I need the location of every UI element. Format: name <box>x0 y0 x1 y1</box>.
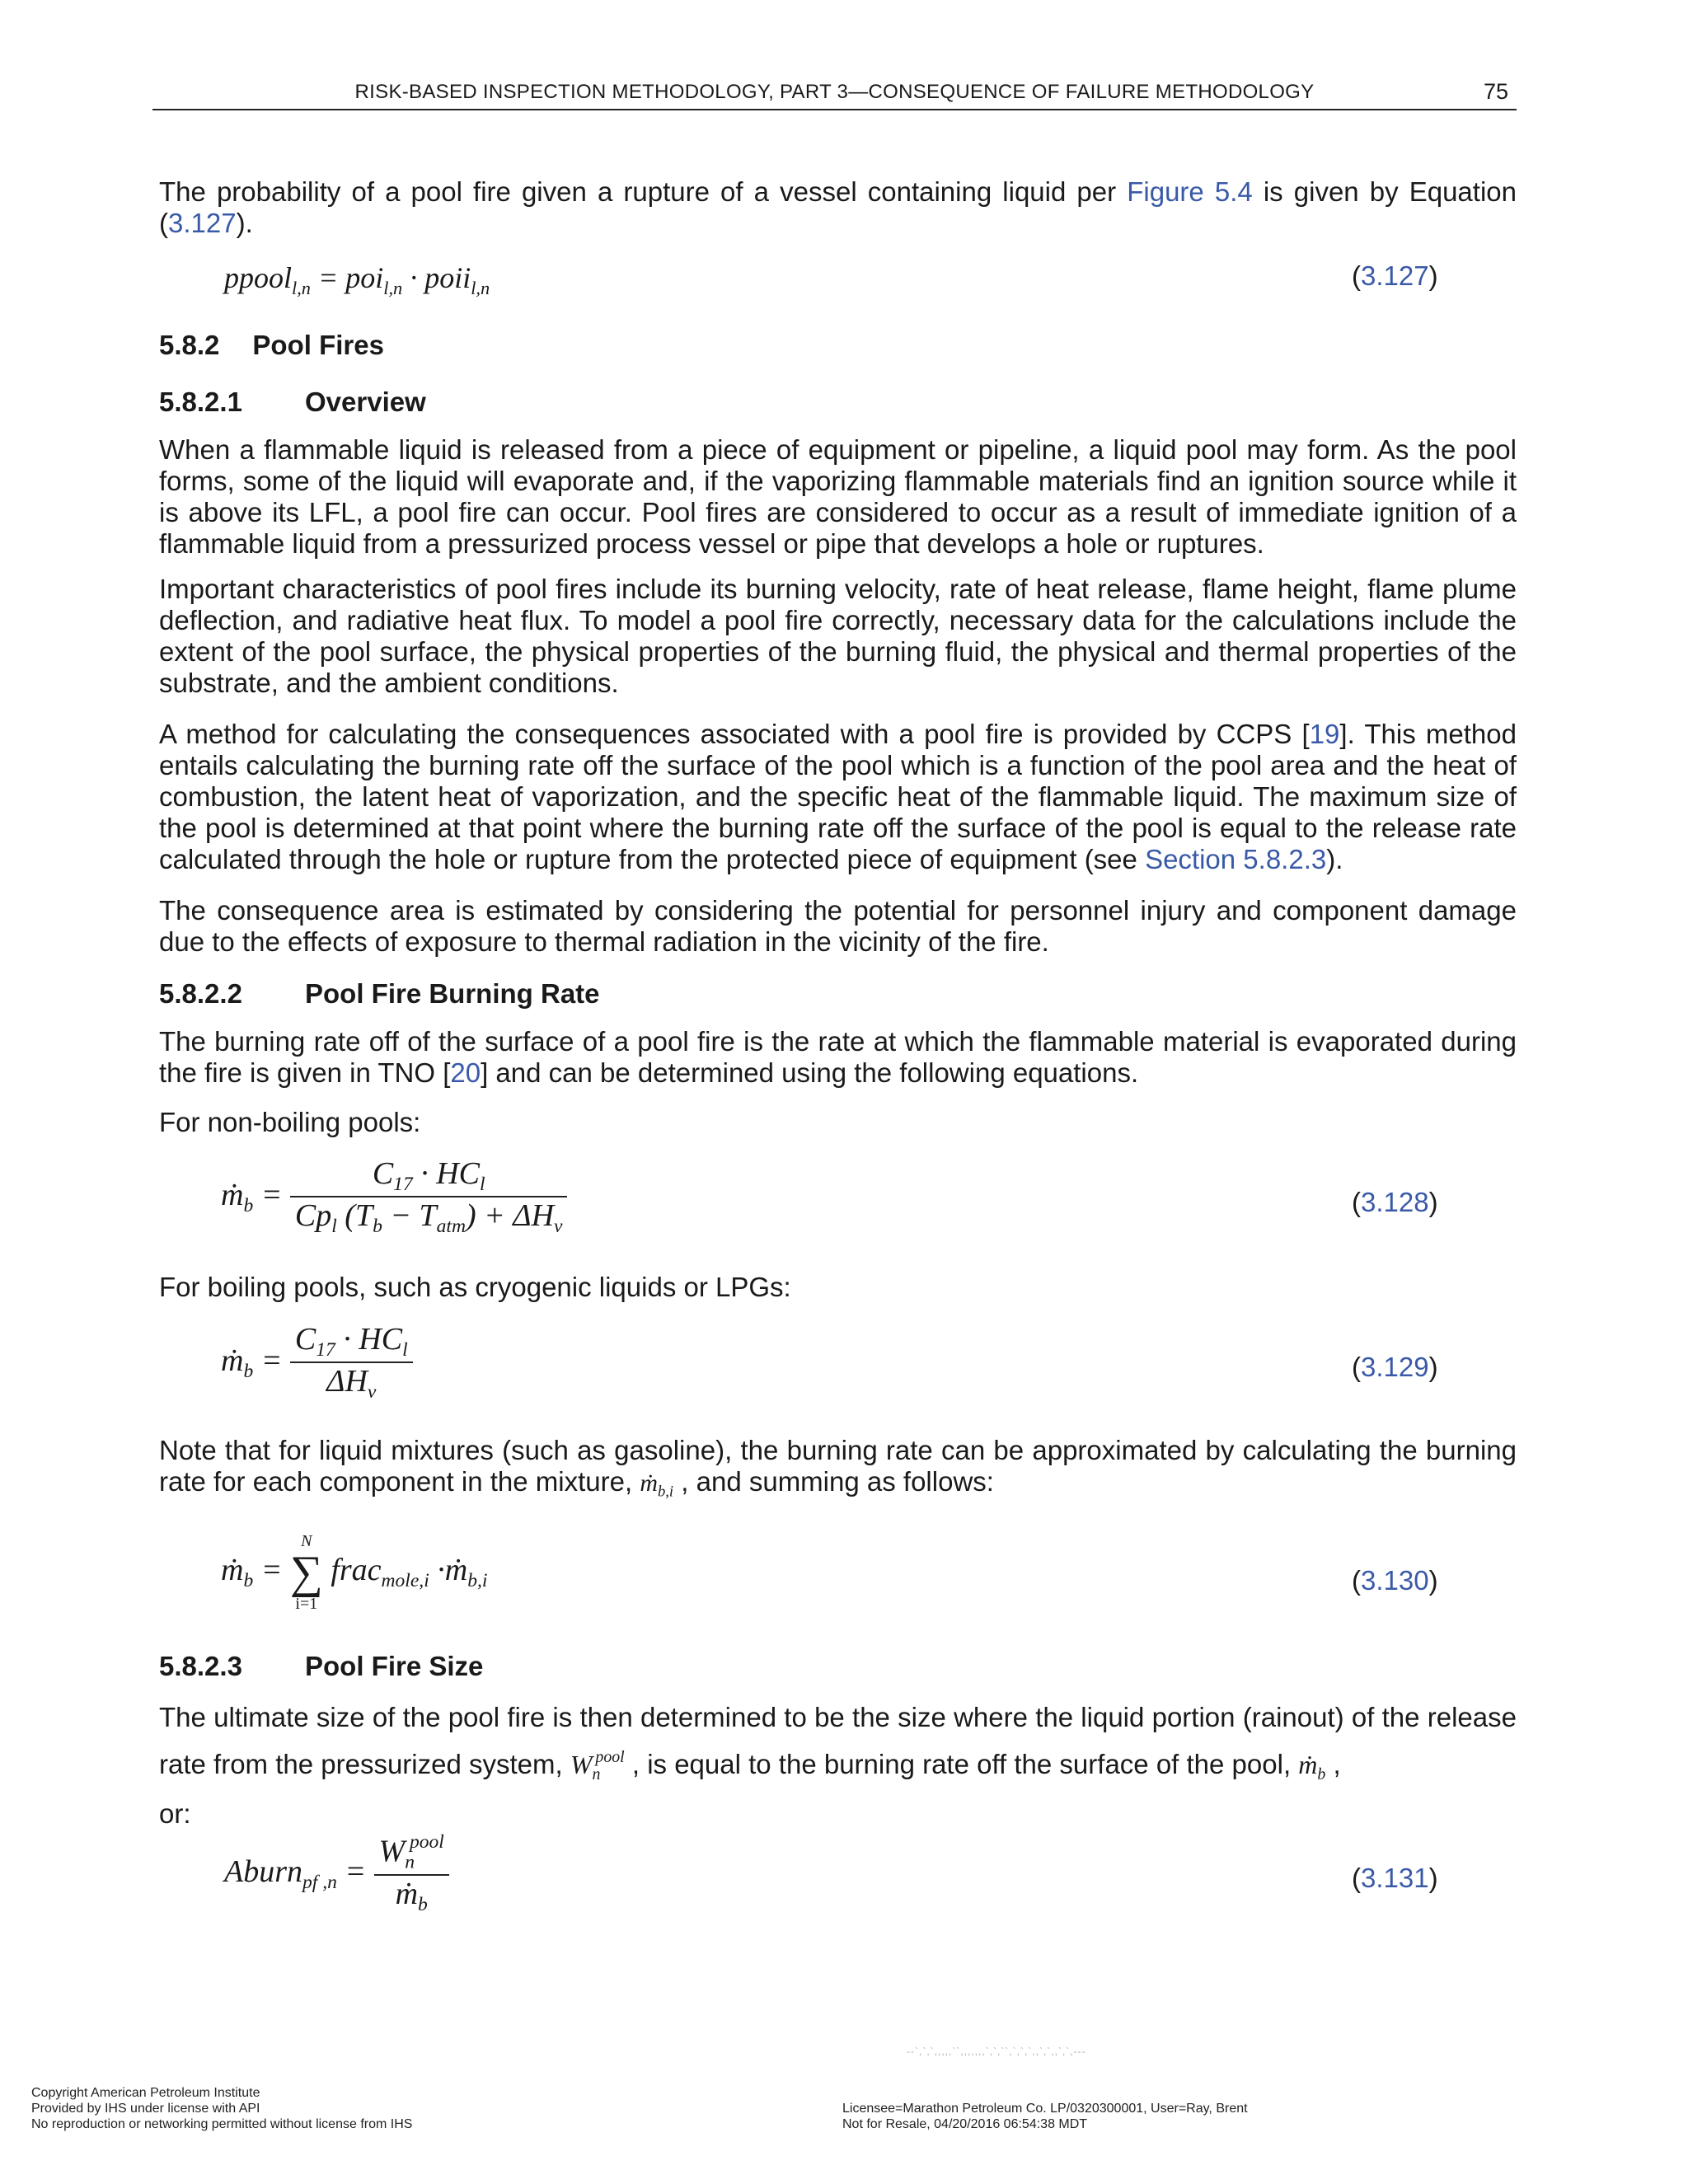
overview-paragraph-3: A method for calculating the consequences associated with a pool fire is provided by CCPS [19]. This method entails calculating the burning rate off the surface of the pool which is a function of the pool area and the heat of combustion, the latent heat of vaporization, and the specific heat of the flammable liquid. The maximum size of the pool is determined at that point where the burning rate off the surface of the pool is equal to the release rate calculated through the hole or rupture from the protected piece of equipment (see Section 5.8.2.3). <box>159 719 1517 874</box>
overview-paragraph-1: When a flammable liquid is released from a piece of equipment or pipeline, a liquid pool may form. As the pool forms, some of the liquid will evaporate and, if the vaporizing flammable materials find an ignition source while it is above its LFL, a pool fire can occur. Pool fires are considered to occur as a result of immediate ignition of a flammable liquid from a pressurized process vessel or pipe that develops a hole or ruptures. <box>159 434 1517 559</box>
non-boiling-label: For non-boiling pools: <box>159 1107 421 1137</box>
equation-3-128: ṁ$_b$ = $\frac{C_{17} \cdot HC_l}{Cp_l (T_b - T_{atm}) + \Delta H_v}$ <box>221 1155 567 1238</box>
page-number: 75 <box>1483 79 1508 104</box>
equation-number-3-131: (3.131) <box>1352 1863 1438 1893</box>
equation-number-3-128: (3.128) <box>1352 1187 1438 1217</box>
equation-number-3-129: (3.129) <box>1352 1352 1438 1382</box>
section-heading-5-8-2-2: 5.8.2.2 Pool Fire Burning Rate <box>159 978 600 1009</box>
section-heading-5-8-2-3: 5.8.2.3 Pool Fire Size <box>159 1651 484 1681</box>
overview-paragraph-4: The consequence area is estimated by considering the potential for personnel injury and component damage due to the effects of exposure to thermal radiation in the vicinity of the fire. <box>159 895 1517 957</box>
section-heading-5-8-2: 5.8.2 Pool Fires <box>159 330 384 360</box>
pool-fire-size-paragraph: The ultimate size of the pool fire is then determined to be the size where the liquid portion (rainout) of the release rate from the pressurized system, $W_n^{pool}$ , is equal to the burning rate off the surface of the pool, ṁ$_b$ , or: <box>159 1702 1517 1829</box>
watermark-dots: --`,`,`,,,,,``,,,,,,,`,`,``,`,`,`,,`,`,,`,`,--- <box>907 2046 1086 2057</box>
equation-3-127: ppool$_{l,n}$ = poi$_{l,n}$ · poii$_{l,n}$ <box>224 261 490 298</box>
boiling-label: For boiling pools, such as cryogenic liquids or LPGs: <box>159 1272 791 1302</box>
equation-link[interactable]: 3.127 <box>168 208 237 238</box>
equation-number-3-130: (3.130) <box>1352 1565 1438 1596</box>
intro-paragraph: The probability of a pool fire given a rupture of a vessel containing liquid per Figure 5.4 is given by Equation (3.127). <box>159 176 1517 238</box>
equation-3-130: ṁ$_b$ = N ∑ i=1 frac$_{mole,i}$ ·ṁ$_{b,i}$ <box>221 1532 488 1613</box>
equation-3-131: Aburn$_{pf ,n}$ = $\frac{W_n^{pool}}{ṁ_b}$ <box>224 1831 449 1916</box>
reference-20-link[interactable]: 20 <box>450 1057 481 1088</box>
equation-3-129: ṁ$_b$ = $\frac{C_{17} \cdot HC_l}{\Delta H_v}$ <box>221 1321 413 1404</box>
mixture-note-paragraph: Note that for liquid mixtures (such as gasoline), the burning rate can be approximated by calculating the burning rate for each component in the mixture, ṁ$_{b,i}$ , and summing as follows: <box>159 1435 1517 1501</box>
reference-19-link[interactable]: 19 <box>1309 719 1340 749</box>
header-title: RISK-BASED INSPECTION METHODOLOGY, PART 3—CONSEQUENCE OF FAILURE METHODOLOGY <box>354 81 1315 103</box>
section-heading-5-8-2-1: 5.8.2.1 Overview <box>159 387 426 417</box>
footer-right: Licensee=Marathon Petroleum Co. LP/0320300001, User=Ray, Brent Not for Resale, 04/20/2016 06:54:38 MDT <box>842 2102 1248 2131</box>
page-header <box>152 76 1517 110</box>
figure-link[interactable]: Figure 5.4 <box>1127 176 1253 207</box>
burning-rate-paragraph: The burning rate off of the surface of a pool fire is the rate at which the flammable material is evaporated during the fire is given in TNO [20] and can be determined using the following equations. <box>159 1026 1517 1088</box>
overview-paragraph-2: Important characteristics of pool fires include its burning velocity, rate of heat release, flame height, flame plume deflection, and radiative heat flux. To model a pool fire correctly, necessary data for the calculations include the extent of the pool surface, the physical properties of the burning fluid, the physical and thermal properties of the substrate, and the ambient conditions. <box>159 574 1517 698</box>
equation-number-3-127: (3.127) <box>1352 260 1438 291</box>
section-5-8-2-3-link[interactable]: Section 5.8.2.3 <box>1145 844 1327 874</box>
footer-left: Copyright American Petroleum Institute Provided by IHS under license with API No reproduction or networking permitted without license from IHS <box>31 2086 413 2131</box>
